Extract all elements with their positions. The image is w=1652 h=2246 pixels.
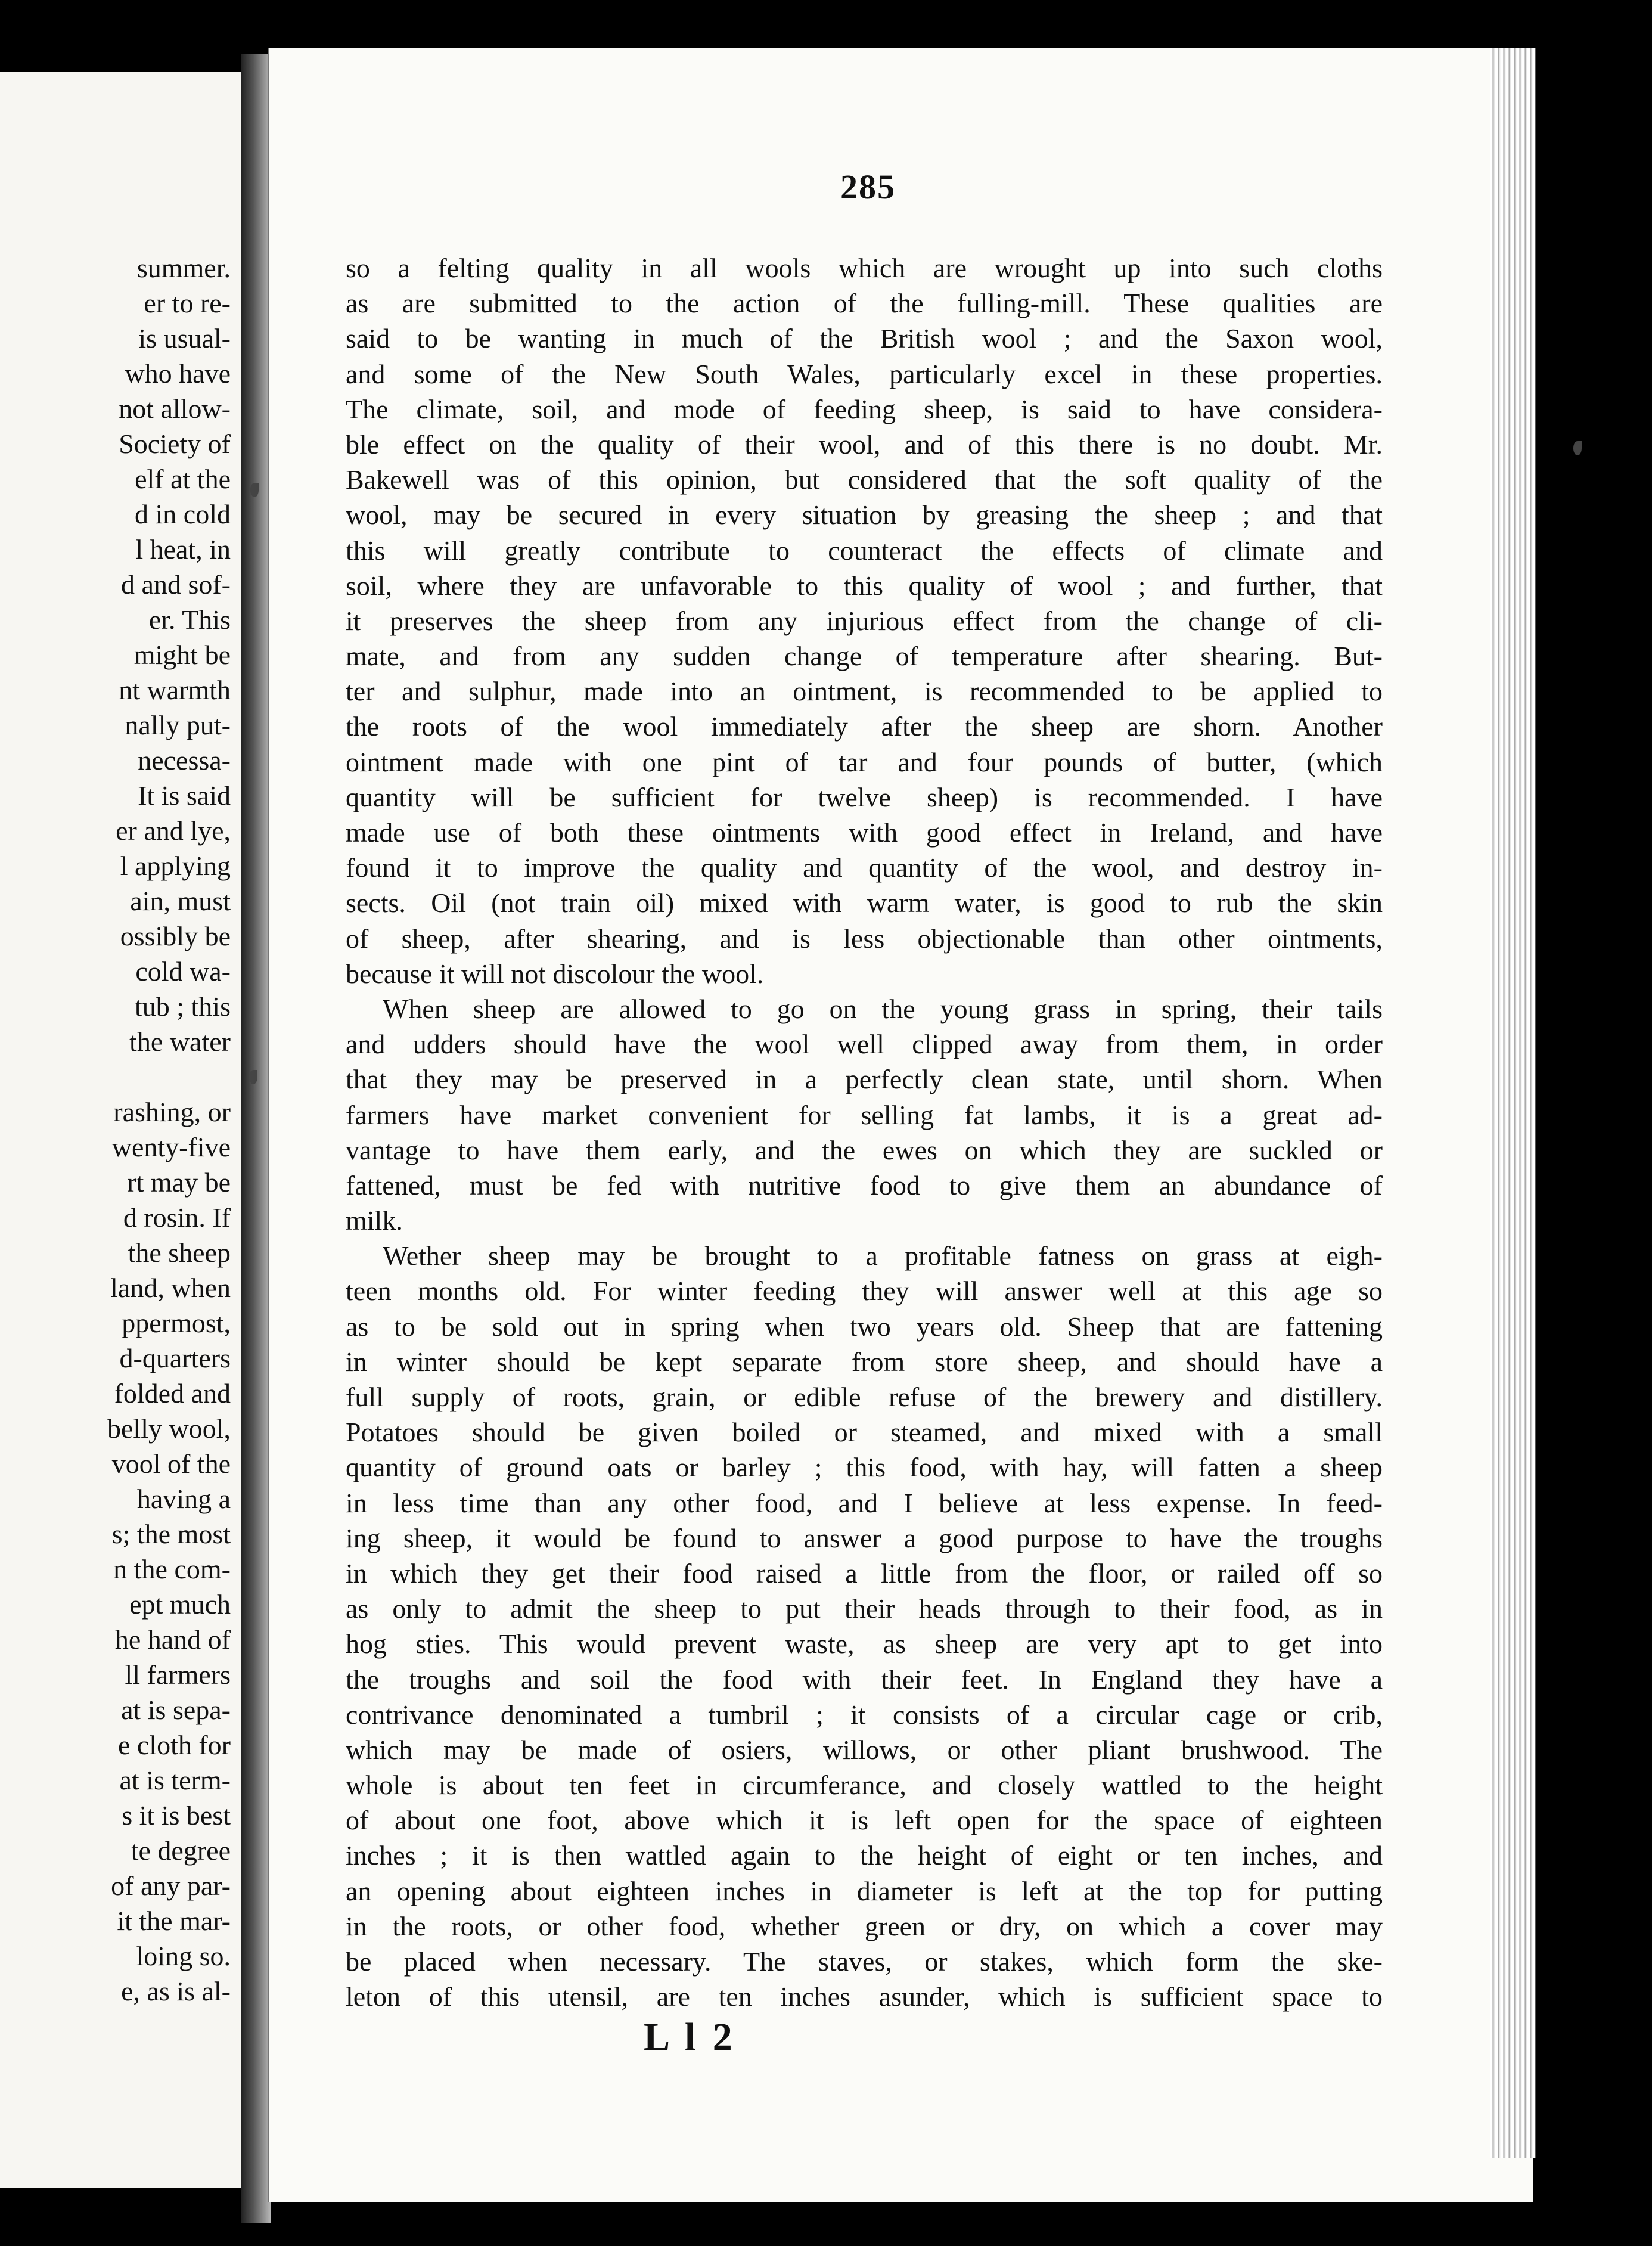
left-page-line: the sheep — [128, 1237, 231, 1268]
left-page-line: te degree — [131, 1835, 231, 1866]
text-line: inches ; it is then wattled again to the height of eight or ten inches, and — [346, 1840, 1383, 1871]
left-page-line: belly wool, — [107, 1413, 231, 1444]
left-page-line: d in cold — [135, 499, 231, 529]
text-line: found it to improve the quality and quantity of the wool, and destroy in- — [346, 852, 1383, 883]
left-page-line: necessa- — [138, 745, 231, 775]
text-line: hog sties. This would prevent waste, as sheep are very apt to get into — [346, 1628, 1383, 1659]
text-line: leton of this utensil, are ten inches asunder, which is sufficient space to — [346, 1981, 1383, 2012]
left-page-line: er and lye, — [116, 815, 231, 846]
left-page-line: the water — [129, 1026, 231, 1057]
left-page-line: elf at the — [135, 464, 231, 494]
book-gutter — [241, 54, 271, 2223]
text-line: in less time than any other food, and I believe at less expense. In feed- — [346, 1487, 1383, 1518]
text-line: quantity of ground oats or barley ; this food, with hay, will fatten a sheep — [346, 1452, 1383, 1483]
text-line: farmers have market convenient for selling fat lambs, it is a great ad- — [346, 1099, 1383, 1130]
text-line: that they may be preserved in a perfectly clean state, until shorn. When — [346, 1064, 1383, 1095]
text-line: ter and sulphur, made into an ointment, is recommended to be applied to — [346, 676, 1383, 707]
text-line: the roots of the wool immediately after the sheep are shorn. Another — [346, 711, 1383, 742]
left-page-line: cold wa- — [135, 956, 231, 986]
binding-mark — [249, 1070, 257, 1084]
text-line: full supply of roots, grain, or edible refuse of the brewery and distillery. — [346, 1382, 1383, 1412]
text-line: so a felting quality in all wools which are wrought up into such cloths — [346, 253, 1383, 283]
left-page-line: nally put- — [125, 710, 231, 740]
text-line: milk. — [346, 1205, 403, 1236]
page-edges — [1490, 48, 1536, 2158]
left-page-line: rashing, or — [113, 1097, 231, 1127]
left-page-line: is usual- — [138, 323, 231, 353]
text-line: this will greatly contribute to counteract the effects of climate and — [346, 535, 1383, 566]
left-page-line: Society of — [119, 429, 231, 459]
left-page-line: he hand of — [114, 1624, 231, 1655]
text-line: of sheep, after shearing, and is less objectionable than other ointments, — [346, 923, 1383, 954]
left-page-line: land, when — [110, 1273, 231, 1303]
text-line: made use of both these ointments with good effect in Ireland, and have — [346, 817, 1383, 848]
binding-mark — [1573, 441, 1582, 455]
left-page-line: s; the most — [111, 1519, 231, 1549]
text-line: mate, and from any sudden change of temperature after shearing. But- — [346, 641, 1383, 672]
left-page-line: tub ; this — [134, 991, 231, 1022]
text-line: vantage to have them early, and the ewes on which they are suckled or — [346, 1134, 1383, 1165]
text-line: fattened, must be fed with nutritive food to give them an abundance of — [346, 1169, 1383, 1200]
text-line: Potatoes should be given boiled or steamed, and mixed with a small — [346, 1417, 1383, 1448]
text-line: contrivance denominated a tumbril ; it consists of a circular cage or crib, — [346, 1699, 1383, 1730]
text-line: in which they get their food raised a little from the floor, or railed off so — [346, 1558, 1383, 1589]
left-page-line: e, as is al- — [121, 1976, 231, 2006]
left-page-line: might be — [133, 640, 231, 670]
left-page-line: having a — [136, 1484, 231, 1514]
left-page-line: ossibly be — [120, 921, 231, 951]
left-page-line: er. This — [148, 604, 231, 635]
left-page-line: It is said — [138, 780, 231, 811]
left-page-line: d and sof- — [121, 569, 231, 600]
left-page-text — [0, 250, 231, 2009]
page-body-text — [346, 250, 1383, 2014]
text-line: teen months old. For winter feeding they will answer well at this age so — [346, 1276, 1383, 1307]
text-line: as are submitted to the action of the fulling-mill. These qualities are — [346, 288, 1383, 319]
left-page-line: ll farmers — [125, 1659, 231, 1690]
left-page-line: rt may be — [127, 1167, 231, 1198]
text-line: sects. Oil (not train oil) mixed with warm water, is good to rub the skin — [346, 888, 1383, 919]
text-line: which may be made of osiers, willows, or other pliant brushwood. The — [346, 1734, 1383, 1765]
left-page-line: n the com- — [113, 1554, 231, 1584]
text-line: When sheep are allowed to go on the young grass in spring, their tails — [383, 993, 1383, 1024]
left-page-line: nt warmth — [119, 675, 231, 705]
text-line: quantity will be sufficient for twelve sheep) is recommended. I have — [346, 781, 1383, 812]
left-page-line: vool of the — [111, 1448, 231, 1479]
text-line: wool, may be secured in every situation by greasing the sheep ; and that — [346, 500, 1383, 531]
text-line: as to be sold out in spring when two years old. Sheep that are fattening — [346, 1311, 1383, 1342]
text-line: because it will not discolour the wool. — [346, 958, 764, 989]
left-page-line: s it is best — [122, 1800, 231, 1831]
left-page-line: at is term- — [119, 1765, 231, 1795]
text-line: be placed when necessary. The staves, or stakes, which form the ske- — [346, 1946, 1383, 1977]
left-page-line: not allow- — [119, 393, 231, 424]
left-page-line: loing so. — [136, 1941, 231, 1971]
left-page-line: of any par- — [111, 1870, 231, 1901]
text-line: whole is about ten feet in circumferance, and closely wattled to the height — [346, 1770, 1383, 1801]
left-page-line: er to re- — [144, 288, 231, 318]
text-line: and udders should have the wool well clipped away from them, in order — [346, 1029, 1383, 1060]
left-page-line: l heat, in — [135, 534, 231, 564]
left-page-line: folded and — [114, 1378, 231, 1409]
text-line: the troughs and soil the food with their feet. In England they have a — [346, 1664, 1383, 1695]
binding-mark — [250, 483, 259, 497]
left-page-line: e cloth for — [117, 1730, 231, 1760]
text-line: in the roots, or other food, whether green or dry, on which a cover may — [346, 1910, 1383, 1941]
text-line: The climate, soil, and mode of feeding sheep, is said to have considera- — [346, 393, 1383, 424]
signature-mark: L l 2 — [644, 2015, 736, 2059]
left-page-line: ain, must — [130, 886, 231, 916]
left-page-line: summer. — [136, 253, 231, 283]
page-number: 285 — [840, 167, 896, 206]
text-line: ointment made with one pint of tar and four pounds of butter, (which — [346, 746, 1383, 777]
left-page-line: ppermost, — [122, 1308, 231, 1338]
left-page-line: wenty-five — [111, 1132, 231, 1162]
left-page-line: who have — [125, 358, 231, 389]
text-line: ble effect on the quality of their wool, and of this there is no doubt. Mr. — [346, 429, 1383, 460]
left-page-line — [0, 1059, 231, 1094]
left-page-line: l applying — [120, 851, 231, 881]
text-line: soil, where they are unfavorable to this quality of wool ; and further, that — [346, 570, 1383, 601]
left-page-line: ept much — [129, 1589, 231, 1620]
text-line: in winter should be kept separate from store sheep, and should have a — [346, 1346, 1383, 1377]
text-line: said to be wanting in much of the British wool ; and the Saxon wool, — [346, 323, 1383, 354]
left-page-line: d-quarters — [119, 1343, 231, 1373]
text-line: as only to admit the sheep to put their heads through to their food, as in — [346, 1593, 1383, 1624]
text-line: ing sheep, it would be found to answer a good purpose to have the troughs — [346, 1522, 1383, 1553]
text-line: it preserves the sheep from any injurious effect from the change of cli- — [346, 605, 1383, 636]
left-page-line: it the mar- — [117, 1906, 231, 1936]
text-line: Wether sheep may be brought to a profitable fatness on grass at eigh- — [383, 1240, 1383, 1271]
left-page-fragment — [0, 72, 243, 2188]
text-line: and some of the New South Wales, particularly excel in these properties. — [346, 358, 1383, 389]
left-page-line: at is sepa- — [121, 1695, 231, 1725]
text-line: an opening about eighteen inches in diameter is left at the top for putting — [346, 1875, 1383, 1906]
left-page-line: d rosin. If — [123, 1202, 231, 1233]
text-line: Bakewell was of this opinion, but considered that the soft quality of the — [346, 464, 1383, 495]
text-line: of about one foot, above which it is left open for the space of eighteen — [346, 1805, 1383, 1836]
